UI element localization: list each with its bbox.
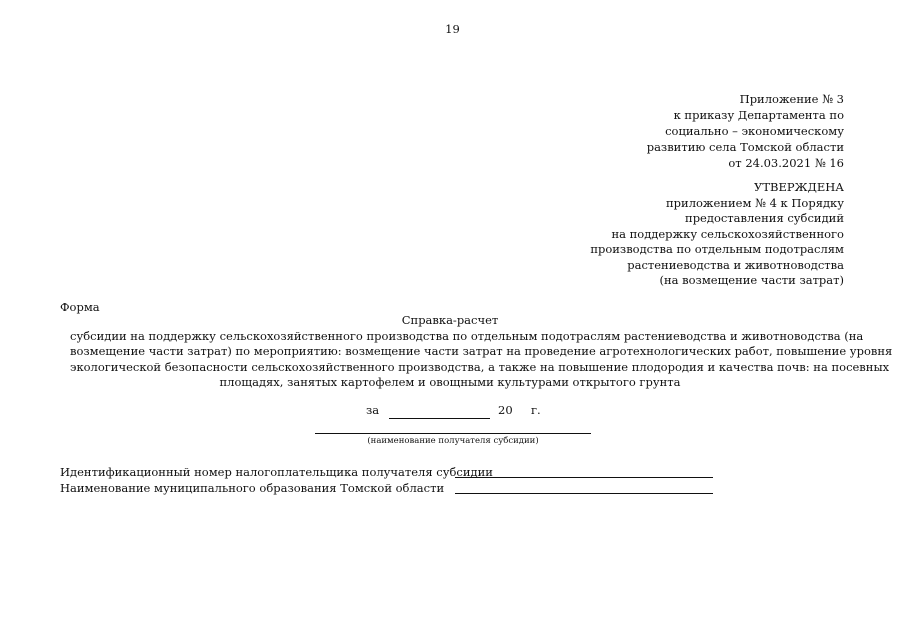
title-line: площадях, занятых картофелем и овощными культурами открытого грунта xyxy=(219,375,681,389)
approved-line: приложением № 4 к Порядку xyxy=(666,195,844,210)
approved-line: предоставления субсидий xyxy=(685,211,844,225)
title-heading: Справка-расчет xyxy=(401,313,499,327)
title-line: экологической безопасности сельскохозяйственного производства, а также на повышение плодородия и качества почв: на посевных xyxy=(70,359,890,374)
appendix-date: от 24.03.2021 № 16 xyxy=(728,156,844,170)
page-number: 19 xyxy=(445,22,460,36)
approved-block xyxy=(590,180,844,289)
appendix-title: Приложение № 3 xyxy=(739,92,844,106)
title-line: возмещение части затрат) по мероприятию: возмещение части затрат на проведение агротехнологических работ, повышение уровня xyxy=(70,344,893,358)
approved-title: УТВЕРЖДЕНА xyxy=(754,180,844,194)
appendix-line: к приказу Департамента по xyxy=(673,108,844,122)
inn-label: Идентификационный номер налогоплательщика получателя субсидии xyxy=(60,465,493,479)
appendix-line: социально – экономическому xyxy=(665,124,844,138)
title-line: субсидии на поддержку сельскохозяйственного производства по отдельным подотраслям растениеводства и животноводства (на xyxy=(70,328,864,343)
period-prefix: за xyxy=(366,403,380,417)
recipient-name-blank[interactable] xyxy=(315,433,591,434)
period-row xyxy=(0,403,905,419)
approved-line: (на возмещение части затрат) xyxy=(659,273,844,287)
document-title xyxy=(70,313,893,391)
approved-line: производства по отдельным подотраслям xyxy=(590,242,844,256)
municipality-blank[interactable] xyxy=(455,493,713,494)
period-year-prefix: 20 xyxy=(498,403,513,417)
municipality-label: Наименование муниципального образования Томской области xyxy=(60,481,445,495)
form-label: Форма xyxy=(60,300,100,314)
period-blank[interactable] xyxy=(389,418,490,419)
inn-blank[interactable] xyxy=(455,477,713,478)
appendix-line: развитию села Томской области xyxy=(646,140,844,154)
approved-line: растениеводства и животноводства xyxy=(627,257,844,272)
recipient-caption: (наименование получателя субсидии) xyxy=(367,436,539,446)
approved-line: на поддержку сельскохозяйственного xyxy=(611,226,844,241)
period-suffix: г. xyxy=(531,403,541,417)
appendix-header xyxy=(647,91,844,171)
